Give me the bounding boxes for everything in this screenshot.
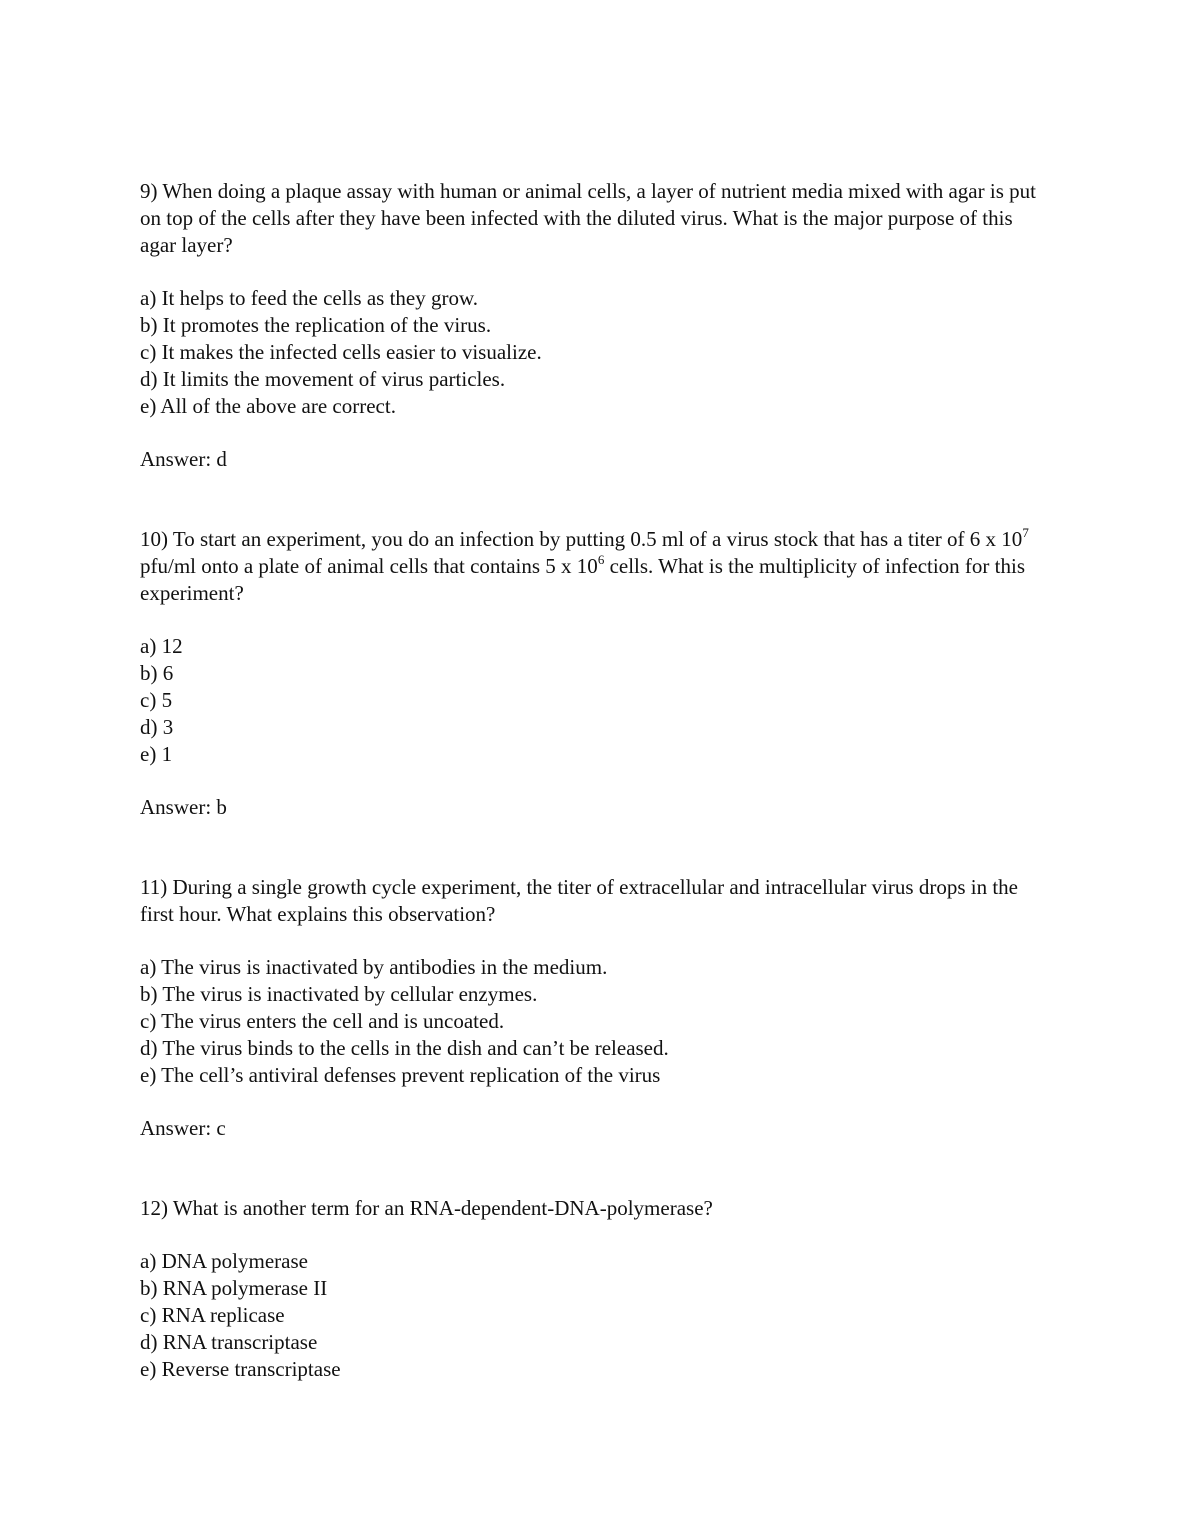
option-c: c) It makes the infected cells easier to visualize. [140, 340, 542, 364]
option-d: d) 3 [140, 715, 174, 739]
question-stem [140, 526, 1050, 607]
answer-options [140, 1248, 1050, 1383]
option-e: e) 1 [140, 742, 173, 766]
stem-text-part: pfu/ml onto a plate of animal cells that contains 5 x 10 [140, 554, 598, 578]
question-spacer [140, 1142, 1050, 1195]
option-a: a) 12 [140, 634, 183, 658]
option-d: d) It limits the movement of virus particles. [140, 367, 506, 391]
stem-text-part: cells. What is the multiplicity of infection for this experiment? [140, 554, 1026, 605]
option-e: e) Reverse transcriptase [140, 1357, 341, 1381]
option-a: a) DNA polymerase [140, 1249, 308, 1273]
option-d: d) The virus binds to the cells in the dish and can’t be released. [140, 1036, 669, 1060]
option-d: d) RNA transcriptase [140, 1330, 318, 1354]
answer-key: Answer: b [140, 795, 227, 819]
option-b: b) The virus is inactivated by cellular enzymes. [140, 982, 538, 1006]
option-c: c) 5 [140, 688, 173, 712]
option-e: e) All of the above are correct. [140, 394, 396, 418]
answer-options [140, 285, 1050, 420]
question-9 [140, 178, 1050, 473]
option-c: c) The virus enters the cell and is uncoated. [140, 1009, 505, 1033]
question-stem: 9) When doing a plaque assay with human or animal cells, a layer of nutrient media mixed with agar is put on top of the cells after they have been infected with the diluted virus. What is the major purpose of this agar layer? [140, 179, 1036, 257]
question-12 [140, 1195, 1050, 1383]
option-b: b) It promotes the replication of the virus. [140, 313, 492, 337]
option-a: a) It helps to feed the cells as they grow. [140, 286, 479, 310]
answer-key: Answer: d [140, 447, 227, 471]
answer-key: Answer: c [140, 1116, 226, 1140]
answer-options [140, 633, 1050, 768]
question-10 [140, 526, 1050, 821]
question-spacer [140, 473, 1050, 526]
question-stem: 11) During a single growth cycle experiment, the titer of extracellular and intracellular virus drops in the first hour. What explains this observation? [140, 875, 1019, 926]
exponent: 7 [1022, 525, 1029, 540]
question-11 [140, 874, 1050, 1142]
stem-text-part: 10) To start an experiment, you do an infection by putting 0.5 ml of a virus stock that has a titer of 6 x 10 [140, 527, 1023, 551]
question-stem: 12) What is another term for an RNA-dependent-DNA-polymerase? [140, 1196, 713, 1220]
exponent: 6 [597, 552, 605, 567]
option-e: e) The cell’s antiviral defenses prevent replication of the virus [140, 1063, 661, 1087]
question-spacer [140, 821, 1050, 874]
option-b: b) RNA polymerase II [140, 1276, 328, 1300]
option-a: a) The virus is inactivated by antibodies in the medium. [140, 955, 608, 979]
option-c: c) RNA replicase [140, 1303, 285, 1327]
option-b: b) 6 [140, 661, 174, 685]
answer-options [140, 954, 1050, 1089]
document-page [140, 178, 1050, 1383]
